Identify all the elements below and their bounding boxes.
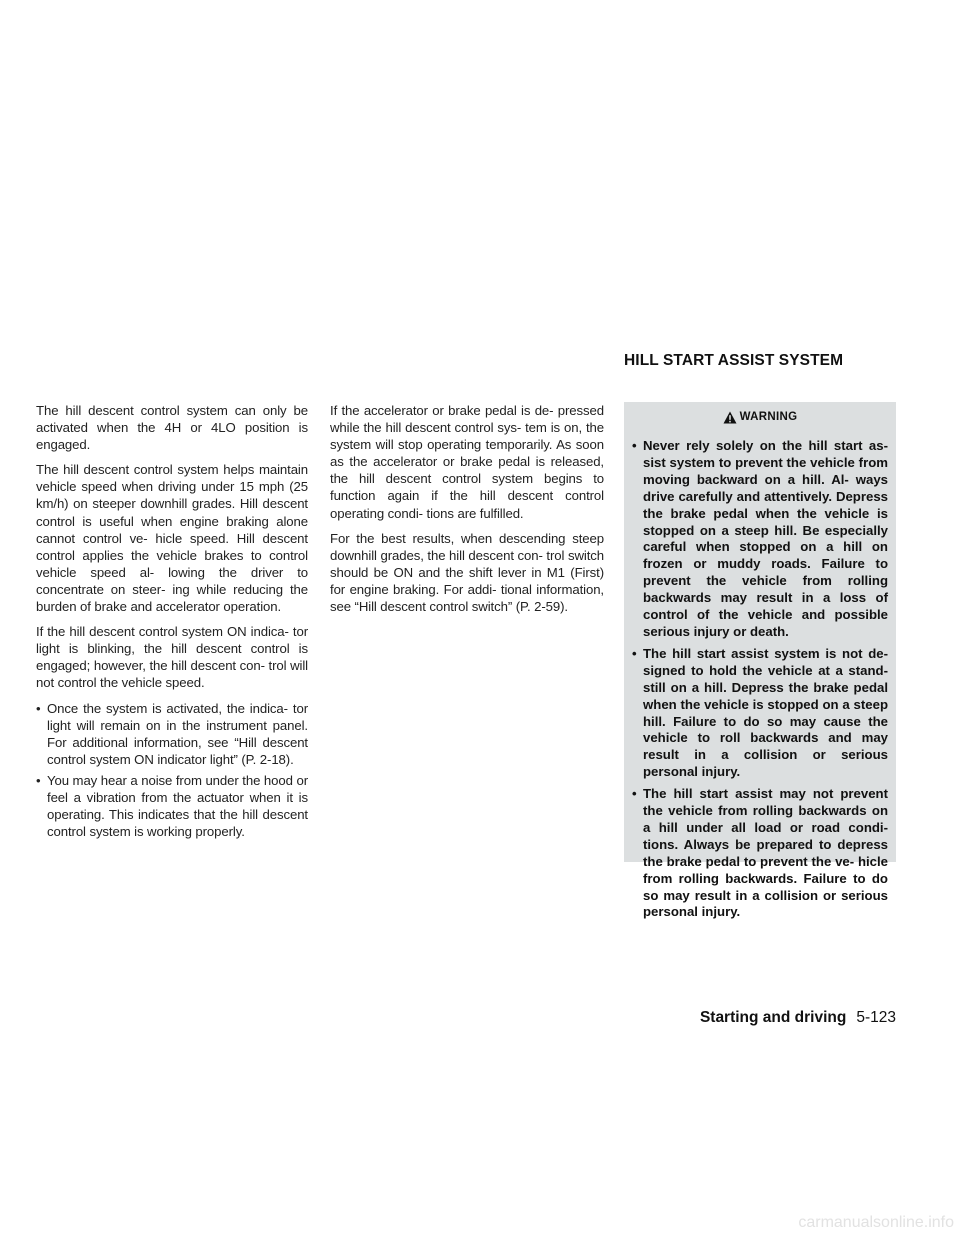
column-left bbox=[36, 402, 308, 844]
paragraph-speed-maintain: The hill descent control system helps maintain vehicle speed when driving under 15 mph (25 km/h) on steeper downhill grades. Hill descent control is useful when engine braking alone cannot control ve- hicle speed. Hill descent control applies the vehicle brakes to control vehicle speed al- lowing the driver to concentrate on steer- ing while reducing the burden of brake and accelerator operation. bbox=[36, 462, 308, 615]
warning-item: • The hill start assist may not prevent the vehicle from rolling backwards on a hill under all load or road condi- tions. Always be prepared to depress the brake pedal to prevent the ve- hicle from rolling backwards. Failure to do so may result in a collision or serious personal injury. bbox=[632, 786, 888, 921]
column-middle bbox=[330, 402, 604, 623]
section-heading: HILL START ASSIST SYSTEM bbox=[624, 352, 844, 369]
paragraph-activation: The hill descent control system can only be activated when the 4H or 4LO position is engaged. bbox=[36, 403, 308, 453]
warning-triangle-icon bbox=[723, 411, 737, 424]
paragraph-pedal-depressed: If the accelerator or brake pedal is de- pressed while the hill descent control sys- tem is on, the system will stop operating temporarily. As soon as the accelerator or brake pedal is released, the hill descent control system begins to function again if the hill descent control operating condi- tions are fulfilled. bbox=[330, 403, 604, 521]
paragraph-indicator-blinking: If the hill descent control system ON indica- tor light is blinking, the hill descent control is engaged; however, the hill descent con- trol will not control the vehicle speed. bbox=[36, 624, 308, 691]
page-footer bbox=[700, 1009, 896, 1027]
chapter-title: Starting and driving bbox=[699, 1009, 847, 1026]
watermark: carmanualsonline.info bbox=[798, 1214, 954, 1231]
warning-item: • The hill start assist system is not de- signed to hold the vehicle at a stand- still on a hill. Depress the brake pedal when the vehicle is stopped on a steep hill. Failure to do so may cause the vehicle to roll backwards and may result in a collision or serious personal injury. bbox=[632, 646, 888, 781]
page-number: 5-123 bbox=[856, 1009, 896, 1026]
warning-box bbox=[624, 402, 896, 920]
warning-list bbox=[632, 438, 888, 921]
list-item: • Once the system is activated, the indica- tor light will remain on in the instrument panel. For additional information, see “Hill descent control system ON indicator light” (P. 2-18). bbox=[36, 700, 308, 768]
warning-header bbox=[624, 408, 896, 426]
notes-list bbox=[36, 700, 308, 841]
paragraph-best-results: For the best results, when descending steep downhill grades, the hill descent con- trol switch should be ON and the shift lever in M1 (First) for engine braking. For addi- tional information, see “Hill descent control switch” (P. 2-59). bbox=[330, 530, 604, 615]
warning-label: WARNING bbox=[739, 411, 798, 423]
list-item: • You may hear a noise from under the hood or feel a vibration from the actuator when it is operating. This indicates that the hill descent control system is working properly. bbox=[36, 772, 308, 840]
warning-item: • Never rely solely on the hill start as- sist system to prevent the vehicle from moving backward on a hill. Al- ways drive carefully and attentively. Depress the brake pedal when the vehicle is stopped on a steep hill. Be especially careful when stopped on a hill on frozen or muddy roads. Failure to prevent the vehicle from rolling backwards may result in a loss of control of the vehicle and possible serious injury or death. bbox=[632, 438, 888, 641]
